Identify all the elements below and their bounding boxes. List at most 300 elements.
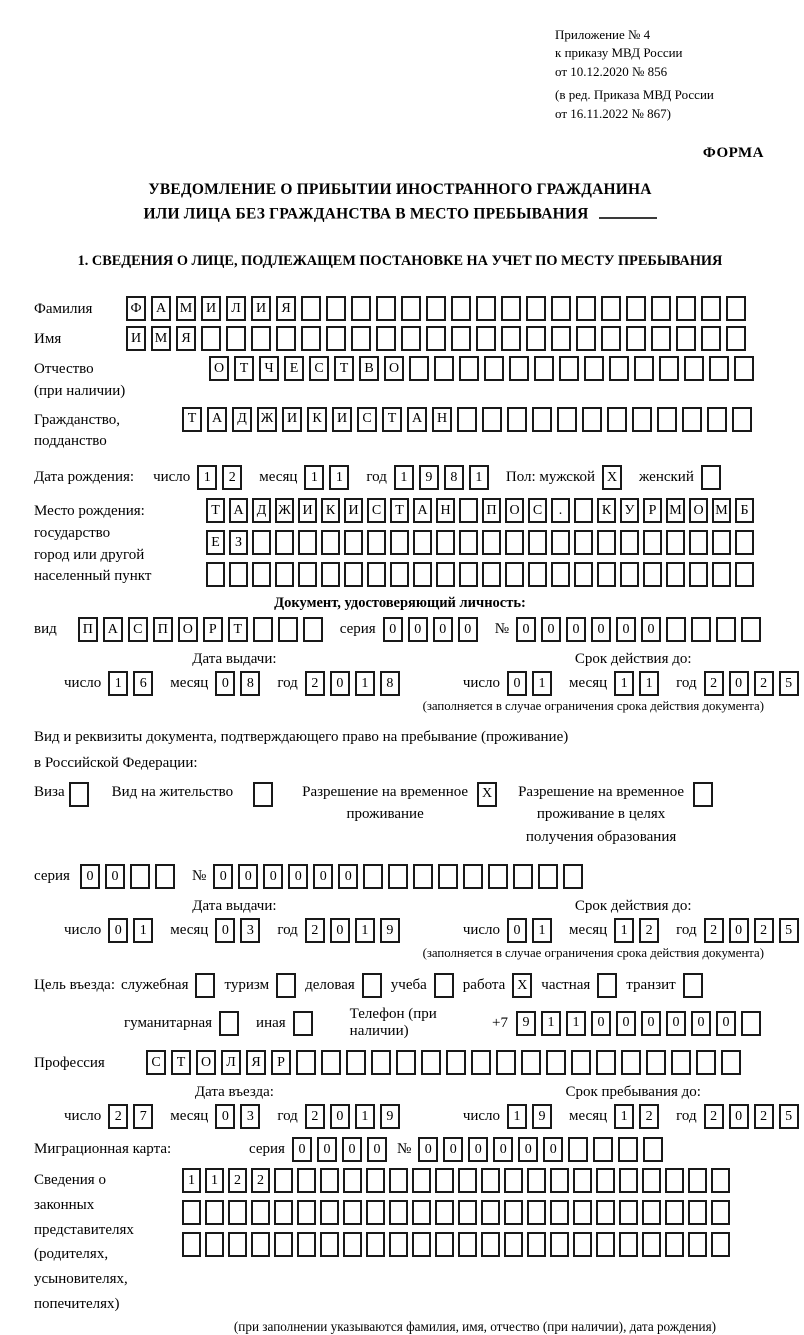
char-cell[interactable]: 3 (240, 918, 260, 943)
char-cell[interactable] (326, 326, 346, 351)
char-cell[interactable] (501, 326, 521, 351)
char-cell[interactable] (684, 356, 704, 381)
char-cell[interactable]: 0 (330, 918, 350, 943)
char-cell[interactable]: 0 (507, 918, 527, 943)
char-cell[interactable]: О (196, 1050, 216, 1075)
char-cell[interactable] (601, 326, 621, 351)
char-cell[interactable]: 2 (251, 1168, 270, 1193)
char-cell[interactable] (366, 1232, 385, 1257)
char-cell[interactable] (712, 530, 731, 555)
char-cell[interactable] (646, 1050, 666, 1075)
char-cell[interactable]: 1 (614, 1104, 634, 1129)
char-cell[interactable] (551, 562, 570, 587)
char-cell[interactable] (488, 864, 508, 889)
char-cell[interactable] (735, 530, 754, 555)
char-cell[interactable]: Е (206, 530, 225, 555)
char-cell[interactable]: Т (228, 617, 248, 642)
char-cell[interactable]: А (413, 498, 432, 523)
char-cell[interactable] (366, 1168, 385, 1193)
char-cell[interactable] (229, 562, 248, 587)
char-cell[interactable] (618, 1137, 638, 1162)
char-cell[interactable] (401, 326, 421, 351)
char-cell[interactable] (458, 1232, 477, 1257)
char-cell[interactable] (527, 1200, 546, 1225)
char-cell[interactable] (676, 326, 696, 351)
char-cell[interactable]: 0 (263, 864, 283, 889)
char-cell[interactable]: А (229, 498, 248, 523)
char-cell[interactable] (363, 864, 383, 889)
char-cell[interactable]: О (178, 617, 198, 642)
char-cell[interactable]: И (126, 326, 146, 351)
char-cell[interactable] (671, 1050, 691, 1075)
char-cell[interactable] (206, 562, 225, 587)
char-cell[interactable] (550, 1232, 569, 1257)
char-cell[interactable] (409, 356, 429, 381)
char-cell[interactable] (436, 530, 455, 555)
char-cell[interactable]: И (201, 296, 221, 321)
char-cell[interactable] (298, 530, 317, 555)
char-cell[interactable] (351, 296, 371, 321)
char-cell[interactable] (696, 1050, 716, 1075)
char-cell[interactable] (228, 1232, 247, 1257)
char-cell[interactable] (651, 326, 671, 351)
char-cell[interactable]: 1 (469, 465, 489, 490)
char-cell[interactable]: И (282, 407, 302, 432)
char-cell[interactable] (451, 296, 471, 321)
char-cell[interactable] (711, 1200, 730, 1225)
char-cell[interactable] (481, 1232, 500, 1257)
char-cell[interactable]: 0 (408, 617, 428, 642)
char-cell[interactable]: 2 (108, 1104, 128, 1129)
char-cell[interactable]: 0 (716, 1011, 736, 1036)
char-cell[interactable] (666, 617, 686, 642)
char-cell[interactable] (401, 296, 421, 321)
char-cell[interactable] (711, 1232, 730, 1257)
char-cell[interactable] (252, 530, 271, 555)
char-cell[interactable]: 1 (566, 1011, 586, 1036)
char-cell[interactable] (526, 296, 546, 321)
char-cell[interactable]: С (128, 617, 148, 642)
char-cell[interactable]: 0 (313, 864, 333, 889)
char-cell[interactable]: 1 (507, 1104, 527, 1129)
char-cell[interactable]: И (332, 407, 352, 432)
char-cell[interactable] (642, 1232, 661, 1257)
char-cell[interactable] (676, 296, 696, 321)
char-cell[interactable]: А (103, 617, 123, 642)
char-cell[interactable]: Ч (259, 356, 279, 381)
char-cell[interactable] (426, 296, 446, 321)
char-cell[interactable] (482, 407, 502, 432)
char-cell[interactable] (343, 1232, 362, 1257)
char-cell[interactable]: 1 (541, 1011, 561, 1036)
char-cell[interactable] (344, 562, 363, 587)
char-cell[interactable] (642, 1168, 661, 1193)
char-cell[interactable] (226, 326, 246, 351)
char-cell[interactable]: Т (171, 1050, 191, 1075)
char-cell[interactable]: А (151, 296, 171, 321)
char-cell[interactable]: 1 (205, 1168, 224, 1193)
char-cell[interactable]: О (505, 498, 524, 523)
char-cell[interactable] (251, 326, 271, 351)
char-cell[interactable]: 0 (342, 1137, 362, 1162)
char-cell[interactable]: 0 (616, 1011, 636, 1036)
char-cell[interactable]: 0 (729, 1104, 749, 1129)
char-cell[interactable] (346, 1050, 366, 1075)
char-cell[interactable] (593, 1137, 613, 1162)
char-cell[interactable] (482, 530, 501, 555)
char-cell[interactable] (666, 562, 685, 587)
char-cell[interactable] (689, 530, 708, 555)
char-cell[interactable] (734, 356, 754, 381)
char-cell[interactable] (321, 1050, 341, 1075)
char-cell[interactable]: 0 (518, 1137, 538, 1162)
char-cell[interactable] (643, 1137, 663, 1162)
char-cell[interactable]: 1 (355, 1104, 375, 1129)
char-cell[interactable] (688, 1168, 707, 1193)
char-cell[interactable] (551, 296, 571, 321)
char-cell[interactable]: П (78, 617, 98, 642)
char-cell[interactable] (412, 1168, 431, 1193)
char-cell[interactable]: 2 (305, 671, 325, 696)
char-cell[interactable] (528, 530, 547, 555)
char-cell[interactable]: О (689, 498, 708, 523)
char-cell[interactable]: 1 (329, 465, 349, 490)
char-cell[interactable] (205, 1200, 224, 1225)
char-cell[interactable]: Я (176, 326, 196, 351)
char-cell[interactable] (597, 562, 616, 587)
char-cell[interactable] (691, 617, 711, 642)
char-cell[interactable]: 9 (380, 918, 400, 943)
char-cell[interactable] (574, 562, 593, 587)
char-cell[interactable]: В (359, 356, 379, 381)
char-cell[interactable] (251, 1232, 270, 1257)
char-cell[interactable] (505, 530, 524, 555)
char-cell[interactable]: 0 (317, 1137, 337, 1162)
char-cell[interactable]: Е (284, 356, 304, 381)
char-cell[interactable] (426, 326, 446, 351)
char-cell[interactable] (275, 530, 294, 555)
char-cell[interactable] (297, 1200, 316, 1225)
char-cell[interactable]: Р (643, 498, 662, 523)
char-cell[interactable]: 5 (779, 1104, 799, 1129)
char-cell[interactable] (527, 1168, 546, 1193)
char-cell[interactable]: Ж (275, 498, 294, 523)
char-cell[interactable]: 1 (182, 1168, 201, 1193)
char-cell[interactable] (253, 617, 273, 642)
char-cell[interactable]: 0 (543, 1137, 563, 1162)
char-cell[interactable]: О (209, 356, 229, 381)
char-cell[interactable]: Я (246, 1050, 266, 1075)
char-cell[interactable] (274, 1232, 293, 1257)
char-cell[interactable] (741, 617, 761, 642)
char-cell[interactable]: 0 (507, 671, 527, 696)
char-cell[interactable] (182, 1232, 201, 1257)
char-cell[interactable]: 0 (215, 1104, 235, 1129)
char-cell[interactable]: 8 (444, 465, 464, 490)
char-cell[interactable]: 1 (532, 671, 552, 696)
char-cell[interactable]: 1 (394, 465, 414, 490)
char-cell[interactable] (573, 1200, 592, 1225)
char-cell[interactable] (471, 1050, 491, 1075)
char-cell[interactable]: 1 (532, 918, 552, 943)
char-cell[interactable]: 0 (729, 918, 749, 943)
char-cell[interactable] (701, 296, 721, 321)
char-cell[interactable]: 0 (591, 617, 611, 642)
char-cell[interactable] (619, 1232, 638, 1257)
char-cell[interactable] (413, 562, 432, 587)
char-cell[interactable] (689, 562, 708, 587)
char-cell[interactable]: П (153, 617, 173, 642)
char-cell[interactable] (155, 864, 175, 889)
char-cell[interactable]: 5 (779, 918, 799, 943)
char-cell[interactable]: Т (390, 498, 409, 523)
char-cell[interactable] (435, 1168, 454, 1193)
char-cell[interactable] (251, 1200, 270, 1225)
char-cell[interactable] (726, 296, 746, 321)
char-cell[interactable] (721, 1050, 741, 1075)
char-cell[interactable] (371, 1050, 391, 1075)
char-cell[interactable] (413, 530, 432, 555)
char-cell[interactable] (688, 1232, 707, 1257)
char-cell[interactable]: 1 (304, 465, 324, 490)
char-cell[interactable]: 2 (305, 918, 325, 943)
char-cell[interactable] (665, 1232, 684, 1257)
char-cell[interactable]: М (666, 498, 685, 523)
sex-female-checkbox[interactable] (701, 465, 721, 490)
char-cell[interactable]: Л (226, 296, 246, 321)
char-cell[interactable]: 0 (108, 918, 128, 943)
char-cell[interactable] (568, 1137, 588, 1162)
temp-residence-checkbox[interactable]: X (477, 782, 497, 807)
char-cell[interactable] (476, 296, 496, 321)
char-cell[interactable] (620, 562, 639, 587)
char-cell[interactable]: Н (436, 498, 455, 523)
char-cell[interactable]: А (207, 407, 227, 432)
char-cell[interactable]: 0 (80, 864, 100, 889)
char-cell[interactable] (574, 530, 593, 555)
char-cell[interactable] (557, 407, 577, 432)
char-cell[interactable] (446, 1050, 466, 1075)
char-cell[interactable]: 0 (383, 617, 403, 642)
char-cell[interactable] (376, 296, 396, 321)
char-cell[interactable]: 1 (355, 918, 375, 943)
char-cell[interactable]: Л (221, 1050, 241, 1075)
char-cell[interactable] (367, 562, 386, 587)
char-cell[interactable] (297, 1168, 316, 1193)
char-cell[interactable] (435, 1232, 454, 1257)
char-cell[interactable]: 2 (639, 1104, 659, 1129)
char-cell[interactable]: 2 (754, 918, 774, 943)
purpose-gumanitarnaya-checkbox[interactable] (219, 1011, 239, 1036)
char-cell[interactable] (459, 562, 478, 587)
char-cell[interactable]: 0 (591, 1011, 611, 1036)
char-cell[interactable]: 1 (133, 918, 153, 943)
char-cell[interactable]: Д (232, 407, 252, 432)
char-cell[interactable]: Р (203, 617, 223, 642)
char-cell[interactable] (582, 407, 602, 432)
char-cell[interactable]: 9 (419, 465, 439, 490)
char-cell[interactable] (421, 1050, 441, 1075)
char-cell[interactable] (666, 530, 685, 555)
char-cell[interactable] (389, 1168, 408, 1193)
char-cell[interactable]: С (309, 356, 329, 381)
char-cell[interactable] (619, 1168, 638, 1193)
char-cell[interactable] (513, 864, 533, 889)
char-cell[interactable] (297, 1232, 316, 1257)
char-cell[interactable] (546, 1050, 566, 1075)
char-cell[interactable]: Т (234, 356, 254, 381)
char-cell[interactable]: 2 (305, 1104, 325, 1129)
char-cell[interactable]: И (344, 498, 363, 523)
char-cell[interactable]: 0 (666, 1011, 686, 1036)
char-cell[interactable]: Т (182, 407, 202, 432)
char-cell[interactable] (501, 296, 521, 321)
char-cell[interactable]: К (597, 498, 616, 523)
char-cell[interactable] (320, 1232, 339, 1257)
char-cell[interactable]: 0 (516, 617, 536, 642)
purpose-inaya-checkbox[interactable] (293, 1011, 313, 1036)
char-cell[interactable] (576, 296, 596, 321)
char-cell[interactable] (228, 1200, 247, 1225)
char-cell[interactable] (390, 562, 409, 587)
char-cell[interactable]: 2 (639, 918, 659, 943)
char-cell[interactable] (326, 296, 346, 321)
char-cell[interactable] (709, 356, 729, 381)
char-cell[interactable] (376, 326, 396, 351)
char-cell[interactable] (321, 562, 340, 587)
char-cell[interactable] (320, 1200, 339, 1225)
char-cell[interactable] (343, 1200, 362, 1225)
char-cell[interactable] (550, 1200, 569, 1225)
char-cell[interactable] (626, 326, 646, 351)
char-cell[interactable]: 1 (355, 671, 375, 696)
char-cell[interactable]: 0 (288, 864, 308, 889)
char-cell[interactable]: К (307, 407, 327, 432)
sex-male-checkbox[interactable]: X (602, 465, 622, 490)
char-cell[interactable] (504, 1168, 523, 1193)
char-cell[interactable] (435, 1200, 454, 1225)
char-cell[interactable] (597, 530, 616, 555)
char-cell[interactable] (573, 1232, 592, 1257)
char-cell[interactable]: У (620, 498, 639, 523)
char-cell[interactable]: И (298, 498, 317, 523)
char-cell[interactable] (182, 1200, 201, 1225)
char-cell[interactable]: Т (382, 407, 402, 432)
char-cell[interactable]: 1 (639, 671, 659, 696)
char-cell[interactable]: 9 (532, 1104, 552, 1129)
char-cell[interactable] (707, 407, 727, 432)
char-cell[interactable] (296, 1050, 316, 1075)
char-cell[interactable] (716, 617, 736, 642)
char-cell[interactable] (735, 562, 754, 587)
char-cell[interactable] (609, 356, 629, 381)
char-cell[interactable] (301, 326, 321, 351)
purpose-tranzit-checkbox[interactable] (683, 973, 703, 998)
char-cell[interactable]: Б (735, 498, 754, 523)
char-cell[interactable] (574, 498, 593, 523)
char-cell[interactable] (505, 562, 524, 587)
char-cell[interactable] (573, 1168, 592, 1193)
char-cell[interactable] (596, 1232, 615, 1257)
char-cell[interactable] (596, 1050, 616, 1075)
char-cell[interactable] (438, 864, 458, 889)
char-cell[interactable]: 2 (754, 1104, 774, 1129)
char-cell[interactable] (396, 1050, 416, 1075)
char-cell[interactable]: 0 (458, 617, 478, 642)
char-cell[interactable] (551, 530, 570, 555)
char-cell[interactable]: 0 (105, 864, 125, 889)
char-cell[interactable] (457, 407, 477, 432)
char-cell[interactable]: 3 (240, 1104, 260, 1129)
char-cell[interactable]: А (407, 407, 427, 432)
char-cell[interactable] (476, 326, 496, 351)
char-cell[interactable] (459, 530, 478, 555)
char-cell[interactable]: 0 (433, 617, 453, 642)
char-cell[interactable]: 0 (238, 864, 258, 889)
char-cell[interactable] (496, 1050, 516, 1075)
char-cell[interactable]: 8 (380, 671, 400, 696)
char-cell[interactable]: 0 (493, 1137, 513, 1162)
char-cell[interactable] (458, 1200, 477, 1225)
char-cell[interactable]: 2 (704, 918, 724, 943)
char-cell[interactable]: 0 (215, 671, 235, 696)
char-cell[interactable] (651, 296, 671, 321)
char-cell[interactable] (344, 530, 363, 555)
char-cell[interactable] (434, 356, 454, 381)
char-cell[interactable] (538, 864, 558, 889)
char-cell[interactable] (621, 1050, 641, 1075)
char-cell[interactable]: 0 (616, 617, 636, 642)
char-cell[interactable] (321, 530, 340, 555)
purpose-chastnaya-checkbox[interactable] (597, 973, 617, 998)
char-cell[interactable] (626, 296, 646, 321)
purpose-sluzhebnaya-checkbox[interactable] (195, 973, 215, 998)
char-cell[interactable]: 9 (380, 1104, 400, 1129)
char-cell[interactable]: 2 (228, 1168, 247, 1193)
char-cell[interactable] (507, 407, 527, 432)
char-cell[interactable]: 0 (691, 1011, 711, 1036)
char-cell[interactable] (596, 1200, 615, 1225)
char-cell[interactable]: И (251, 296, 271, 321)
char-cell[interactable] (741, 1011, 761, 1036)
char-cell[interactable]: Т (206, 498, 225, 523)
char-cell[interactable] (130, 864, 150, 889)
char-cell[interactable] (389, 1232, 408, 1257)
char-cell[interactable] (601, 296, 621, 321)
char-cell[interactable]: 0 (641, 617, 661, 642)
char-cell[interactable] (320, 1168, 339, 1193)
char-cell[interactable]: 0 (292, 1137, 312, 1162)
char-cell[interactable]: Ж (257, 407, 277, 432)
char-cell[interactable]: 2 (222, 465, 242, 490)
char-cell[interactable] (201, 326, 221, 351)
char-cell[interactable] (390, 530, 409, 555)
char-cell[interactable] (584, 356, 604, 381)
char-cell[interactable]: 1 (108, 671, 128, 696)
char-cell[interactable] (388, 864, 408, 889)
char-cell[interactable]: 0 (418, 1137, 438, 1162)
temp-residence-edu-checkbox[interactable] (693, 782, 713, 807)
char-cell[interactable] (413, 864, 433, 889)
char-cell[interactable]: М (151, 326, 171, 351)
char-cell[interactable] (576, 326, 596, 351)
char-cell[interactable] (301, 296, 321, 321)
char-cell[interactable]: 0 (213, 864, 233, 889)
char-cell[interactable]: М (712, 498, 731, 523)
char-cell[interactable]: С (367, 498, 386, 523)
char-cell[interactable]: Т (334, 356, 354, 381)
char-cell[interactable] (643, 530, 662, 555)
